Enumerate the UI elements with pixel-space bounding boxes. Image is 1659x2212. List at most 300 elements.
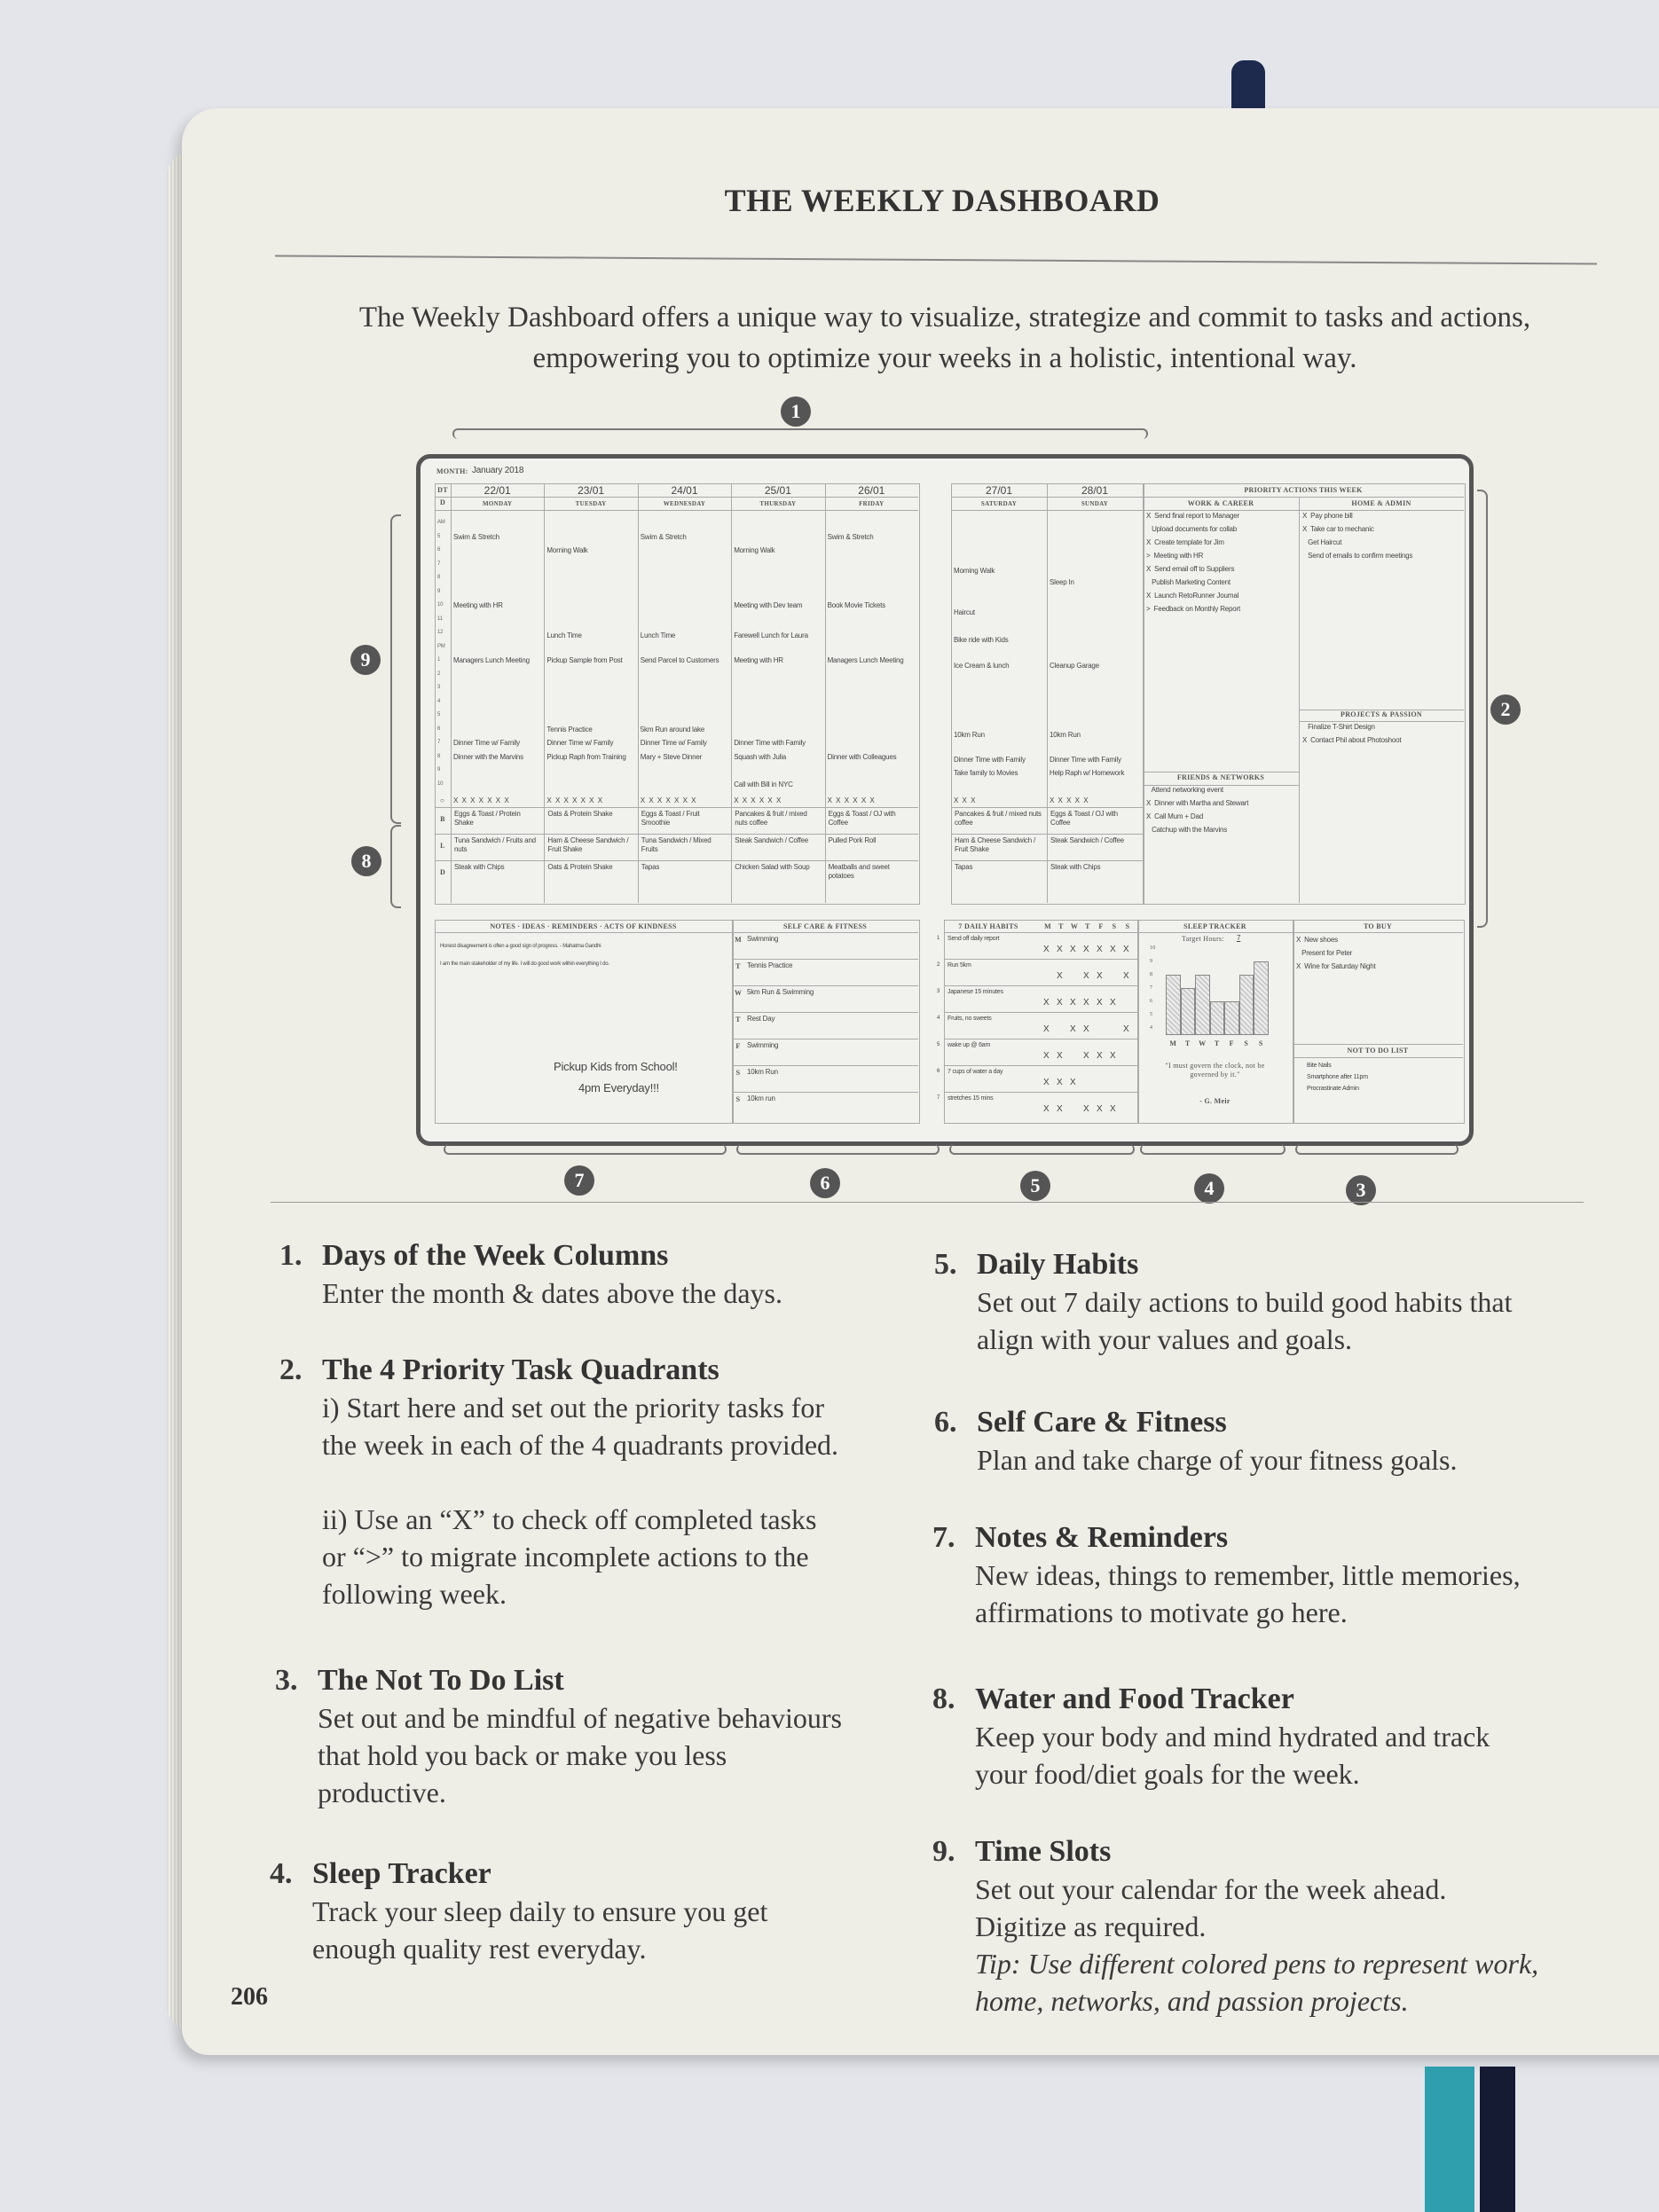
legend-item-number: 2. <box>279 1353 303 1386</box>
hour-label: 7 <box>437 561 441 567</box>
legend-item-text: Digitize as required. <box>975 1910 1207 1942</box>
time-slot-entry: Farewell Lunch for Laura <box>734 631 808 640</box>
sleep-y-tick: 7 <box>1150 985 1153 992</box>
hour-label: 4 <box>437 698 441 704</box>
hour-label: 8 <box>437 575 441 580</box>
nottodo-item: Bite Nails <box>1307 1063 1332 1069</box>
work-title: WORK & CAREER <box>1187 499 1254 507</box>
water-drop-icon: ○ <box>440 796 444 804</box>
meal-entry: Ham & Cheese Sandwich / Fruit Shake <box>547 836 629 853</box>
work-item: > Feedback on Monthly Report <box>1146 605 1241 613</box>
callout-number-3: 3 <box>1346 1175 1376 1205</box>
weekly-dashboard-illustration <box>416 454 1474 1146</box>
sleep-x-tick: F <box>1229 1039 1234 1047</box>
selfcare-day: T <box>735 1016 741 1024</box>
d-label: D <box>439 498 446 506</box>
legend-item-text: Enter the month & dates above the days. <box>322 1277 782 1309</box>
day-column-divider <box>1047 483 1048 903</box>
time-slot-entry: Dinner Time w/ Family <box>546 739 614 747</box>
time-slot-entry: Swim & Stretch <box>827 532 874 541</box>
habit-check-mark: X <box>1097 998 1103 1008</box>
habit-check-mark: X <box>1083 1024 1089 1034</box>
habit-check-mark: X <box>1083 945 1089 954</box>
callout-bracket <box>1295 1144 1459 1155</box>
habit-check-mark: X <box>1057 1104 1063 1114</box>
legend-item <box>932 1681 1490 1792</box>
time-slot-entry: Meeting with HR <box>453 601 503 609</box>
meal-entry: Tapas <box>955 863 973 871</box>
meal-label: L <box>440 842 445 850</box>
meal-entry: Steak Sandwich / Coffee <box>1050 836 1124 844</box>
sleep-x-tick: W <box>1199 1039 1207 1047</box>
meal-entry: Oats & Protein Shake <box>547 810 613 818</box>
time-slot-entry: Sleep In <box>1050 577 1074 586</box>
callout-number-5: 5 <box>1020 1171 1050 1201</box>
time-slot-entry: Dinner Time with Family <box>954 755 1026 764</box>
month-value: January 2018 <box>472 466 524 475</box>
selfcare-day: S <box>735 1095 741 1103</box>
legend-item-text: affirmations to motivate go here. <box>975 1596 1348 1628</box>
legend-item-heading: Self Care & Fitness <box>977 1406 1227 1439</box>
selfcare-day: T <box>735 962 741 970</box>
time-slot-entry: Dinner with Colleagues <box>827 752 897 761</box>
time-slot-entry: Dinner Time with Family <box>734 739 806 747</box>
hour-label: 8 <box>437 753 441 759</box>
meal-entry: Steak with Chips <box>1050 863 1101 871</box>
meal-entry: Steak with Chips <box>454 863 505 871</box>
habit-number: 7 <box>937 1095 940 1101</box>
selfcare-title: SELF CARE & FITNESS <box>782 922 868 930</box>
habit-day-letter: S <box>1112 922 1117 930</box>
meal-row-divider <box>951 860 1143 861</box>
sleep-quote: "I must govern the clock, not be governed by it." <box>1165 1062 1265 1079</box>
callout-number-6: 6 <box>810 1168 840 1198</box>
legend-item-text: your food/diet goals for the week. <box>975 1758 1360 1790</box>
meal-row-divider <box>435 807 918 808</box>
habits-title: 7 DAILY HABITS <box>958 922 1018 930</box>
habit-check-mark: X <box>1123 971 1129 981</box>
hour-label: 7 <box>437 740 441 745</box>
meal-entry: Eggs & Toast / Fruit Smoothie <box>641 810 700 827</box>
callout-number-4: 4 <box>1194 1173 1224 1204</box>
 <box>944 1065 1137 1066</box>
habit-check-mark: X <box>1097 1051 1103 1061</box>
header-divider <box>951 510 1143 511</box>
hour-label: 5 <box>437 712 441 718</box>
day-column-divider <box>544 483 545 903</box>
 <box>944 1012 1137 1013</box>
hour-label: 6 <box>437 547 441 553</box>
 <box>732 1092 918 1093</box>
bookmark-ribbon-teal <box>1425 2067 1474 2212</box>
habit-check-mark: X <box>1110 998 1116 1008</box>
 <box>944 1092 1137 1093</box>
habit-check-mark: X <box>1057 1078 1063 1087</box>
selfcare-day: F <box>735 1042 741 1050</box>
selfcare-activity: 10km Run <box>747 1068 778 1076</box>
habit-day-letter: W <box>1070 922 1079 930</box>
day-column-divider <box>825 483 826 903</box>
habit-name: Fruits, no sweets <box>947 1016 992 1022</box>
time-slot-entry: Take family to Movies <box>954 769 1018 778</box>
habit-number: 5 <box>937 1042 940 1047</box>
projects-item: X Contact Phil about Photoshoot <box>1302 736 1402 744</box>
 <box>732 1012 918 1013</box>
habit-number: 4 <box>937 1016 940 1021</box>
habit-check-mark: X <box>1057 998 1063 1008</box>
legend-item-heading: Notes & Reminders <box>975 1521 1229 1554</box>
meal-label: B <box>440 815 445 823</box>
hour-label: 9 <box>437 588 441 594</box>
habit-name: wake up @ 6am <box>947 1042 991 1048</box>
habit-check-mark: X <box>1123 1024 1129 1034</box>
time-slot-entry: Lunch Time <box>546 631 582 640</box>
habit-number: 3 <box>937 989 940 994</box>
work-item: Upload documents for collab <box>1146 525 1238 533</box>
 <box>732 959 918 960</box>
selfcare-activity: Swimming <box>747 935 779 943</box>
meal-entry: Ham & Cheese Sandwich / Fruit Shake <box>955 836 1036 853</box>
intro-text: The Weekly Dashboard offers a unique way to visualize, strategize and commit to tasks and actions, empowering you to optimize your weeks in a holistic, intentional way. <box>358 302 1531 374</box>
time-slot-entry: Call with Bill in NYC <box>734 780 793 788</box>
sleep-y-tick: 5 <box>1150 1012 1153 1018</box>
work-item: Publish Marketing Content <box>1146 578 1230 586</box>
meal-entry: Tapas <box>641 863 660 871</box>
habit-name: 7 cups of water a day <box>947 1069 1003 1075</box>
legend-item-number: 5. <box>934 1248 957 1281</box>
habit-name: Run 5km <box>947 962 971 969</box>
hour-label: 12 <box>437 630 444 635</box>
dt-label: DT <box>437 486 448 494</box>
habit-day-letter: T <box>1058 922 1064 930</box>
friends-item: X Dinner with Martha and Stewart <box>1146 799 1249 807</box>
 <box>1293 1057 1463 1058</box>
habit-check-mark: X <box>1110 1104 1116 1114</box>
habit-day-letter: M <box>1044 922 1051 930</box>
day-name: SUNDAY <box>1081 500 1109 507</box>
time-slot-entry: Swim & Stretch <box>640 532 687 541</box>
legend-item-number: 6. <box>934 1406 957 1439</box>
meal-row-divider <box>435 834 918 835</box>
sleep-y-tick: 8 <box>1150 972 1153 978</box>
meal-entry: Eggs & Toast / OJ with Coffee <box>1050 810 1118 827</box>
time-slot-entry: Morning Walk <box>546 546 588 554</box>
legend-item-text: Keep your body and mind hydrated and track <box>975 1721 1490 1753</box>
legend-item <box>934 1404 1458 1479</box>
water-tracker: X X X X X X X <box>453 796 510 804</box>
callout-bracket <box>390 514 401 824</box>
legend-item-text: the week in each of the 4 quadrants provided. <box>322 1429 839 1461</box>
day-name: THURSDAY <box>759 500 797 507</box>
habit-number: 6 <box>937 1069 940 1074</box>
legend-item-tip: home, networks, and passion projects. <box>975 1985 1409 2017</box>
page-number: 206 <box>231 1983 268 2011</box>
habit-check-mark: X <box>1083 1051 1089 1061</box>
day-column-divider <box>451 483 452 903</box>
time-slot-entry: Dinner Time w/ Family <box>453 739 520 747</box>
time-slot-entry: Dinner with the Marvins <box>453 752 523 761</box>
legend-item-text: Set out and be mindful of negative behaviours <box>318 1702 842 1734</box>
sleep-x-tick: T <box>1214 1039 1220 1047</box>
day-name: FRIDAY <box>859 500 885 507</box>
legend-item-text: Plan and take charge of your fitness goals. <box>977 1444 1458 1476</box>
friends-item: Catchup with the Marvins <box>1146 826 1228 834</box>
callout-bracket <box>452 428 1148 439</box>
legend-item-text: align with your values and goals. <box>977 1323 1353 1355</box>
time-slot-entry: Meeting with Dev team <box>734 601 803 609</box>
meal-row-divider <box>951 834 1143 835</box>
legend-item <box>934 1246 1513 1358</box>
work-item: > Meeting with HR <box>1146 552 1204 560</box>
sleep-bar <box>1224 1001 1239 1035</box>
time-slot-entry: Swim & Stretch <box>453 532 499 541</box>
hour-label: 9 <box>437 767 441 773</box>
selfcare-activity: 10km run <box>747 1094 775 1102</box>
time-slot-entry: Lunch Time <box>640 631 676 640</box>
hour-label: 2 <box>437 671 441 677</box>
water-tracker: X X X X X X <box>827 796 876 804</box>
time-slot-entry: Haircut <box>954 608 975 616</box>
day-date: 23/01 <box>578 484 605 497</box>
 <box>1143 497 1464 498</box>
home-item: Send of emails to confirm meetings <box>1302 552 1413 560</box>
sleep-bar <box>1166 975 1181 1035</box>
 <box>1137 932 1293 933</box>
legend-item-heading: Sleep Tracker <box>312 1857 491 1890</box>
time-slot-entry: Tennis Practice <box>546 725 593 733</box>
home-item: X Take car to mechanic <box>1302 525 1374 533</box>
time-slot-entry: Ice Cream & lunch <box>954 662 1010 671</box>
selfcare-activity: Rest Day <box>747 1015 775 1023</box>
hour-label: 6 <box>437 726 441 732</box>
 <box>944 959 1137 960</box>
home-title: HOME & ADMIN <box>1351 499 1411 507</box>
legend-item-heading: Days of the Week Columns <box>322 1239 669 1272</box>
legend-item-heading: Time Slots <box>975 1835 1112 1868</box>
legend-item-text: New ideas, things to remember, little memories, <box>975 1559 1521 1591</box>
time-slot-entry: Morning Walk <box>734 546 775 554</box>
projects-item: Finalize T-Shirt Design <box>1302 723 1375 731</box>
habit-check-mark: X <box>1070 945 1076 954</box>
water-tracker: X X X X X X X <box>640 796 697 804</box>
hour-label: 5 <box>437 533 441 539</box>
water-tracker: X X X X X X X <box>546 796 604 804</box>
hour-label: 10 <box>437 602 444 608</box>
 <box>732 1065 918 1066</box>
month-label: MONTH: <box>436 467 468 475</box>
note-line: Honest disagreement is often a good sign of progress. - Mahatma Gandhi <box>440 944 601 949</box>
legend-item-tip: Tip: Use different colored pens to represent work, <box>975 1948 1539 1980</box>
friends-item: Attend networking event <box>1146 786 1223 794</box>
time-slot-entry: Pickup Raph from Training <box>546 752 626 761</box>
 <box>1293 1044 1463 1045</box>
sleep-y-tick: 4 <box>1150 1025 1153 1031</box>
hour-label: PM <box>437 643 445 649</box>
legend-item-number: 8. <box>932 1683 955 1715</box>
habit-number: 1 <box>937 936 940 941</box>
time-slot-entry: Pickup Sample from Post <box>546 656 623 664</box>
tobuy-title: TO BUY <box>1363 922 1393 930</box>
time-slot-entry: Book Movie Tickets <box>827 601 885 609</box>
habit-day-letter: S <box>1125 922 1130 930</box>
day-date: 24/01 <box>671 484 698 497</box>
note-handwritten: Pickup Kids from School! <box>554 1060 678 1073</box>
hour-label: AM <box>437 520 445 525</box>
header-divider <box>951 497 1143 498</box>
 <box>1299 721 1464 722</box>
legend-item-text: Set out 7 daily actions to build good habits that <box>977 1286 1513 1318</box>
habit-check-mark: X <box>1070 1078 1076 1087</box>
legend-item-text: that hold you back or make you less <box>318 1739 727 1771</box>
selfcare-activity: 5km Run & Swimming <box>747 988 814 996</box>
legend-item-number: 4. <box>270 1857 293 1890</box>
note-handwritten: 4pm Everyday!!! <box>578 1081 659 1094</box>
meal-label: D <box>439 868 446 876</box>
habit-check-mark: X <box>1083 971 1089 981</box>
legend-item-text: following week. <box>322 1578 507 1610</box>
legend-item-heading: Daily Habits <box>977 1248 1139 1281</box>
legend-item-text: productive. <box>318 1777 446 1808</box>
sleep-bar <box>1210 1001 1225 1035</box>
 <box>1143 772 1299 773</box>
sleep-y-tick: 9 <box>1150 959 1153 965</box>
day-name: SATURDAY <box>980 500 1018 507</box>
selfcare-day: W <box>735 989 743 997</box>
legend-item-number: 7. <box>932 1521 955 1554</box>
bookmark-ribbon <box>1231 60 1265 110</box>
habit-check-mark: X <box>1097 945 1103 954</box>
day-date: 22/01 <box>484 484 511 497</box>
habit-check-mark: X <box>1083 998 1089 1008</box>
meal-entry: Pancakes & fruit / mixed nuts coffee <box>735 810 807 827</box>
habit-check-mark: X <box>1070 998 1076 1008</box>
habit-day-letter: T <box>1085 922 1090 930</box>
habit-check-mark: X <box>1083 1104 1089 1114</box>
meal-row-divider <box>951 807 1143 808</box>
selfcare-activity: Swimming <box>747 1041 779 1049</box>
 <box>732 932 918 933</box>
nottodo-title: NOT TO DO LIST <box>1347 1047 1409 1055</box>
meal-row-divider <box>435 860 918 861</box>
sleep-x-tick: S <box>1258 1039 1263 1047</box>
sleep-x-tick: S <box>1244 1039 1249 1047</box>
selfcare-day: M <box>735 936 742 944</box>
habit-check-mark: X <box>1123 945 1129 954</box>
sleep-quote-author: - G. Meir <box>1199 1097 1230 1105</box>
sleep-title: SLEEP TRACKER <box>1183 922 1246 930</box>
meal-entry: Pancakes & fruit / mixed nuts coffee <box>955 810 1042 827</box>
legend-item <box>270 1855 768 1967</box>
work-item: X Launch RetoRunner Journal <box>1146 592 1239 600</box>
nottodo-item: Smartphone after 11pm <box>1307 1074 1368 1080</box>
 <box>1143 510 1464 511</box>
callout-bracket <box>736 1144 940 1155</box>
time-slot-entry: Send Parcel to Customers <box>640 656 719 664</box>
legend-item-text: or “>” to migrate incomplete actions to the <box>322 1541 809 1573</box>
home-item: X Pay phone bill <box>1302 512 1353 520</box>
time-slot-entry: Meeting with HR <box>734 656 783 664</box>
habit-day-letter: F <box>1098 922 1104 930</box>
notes-title: NOTES · IDEAS · REMINDERS · ACTS OF KINDNESS <box>490 922 677 930</box>
habit-check-mark: X <box>1110 1051 1116 1061</box>
day-date: 27/01 <box>985 484 1013 497</box>
friends-item: X Call Mum + Dad <box>1146 812 1203 820</box>
note-line: I am the main stakeholder of my life. I will do good work within everything I do. <box>440 961 609 967</box>
habit-name: Japanese 15 minutes <box>947 989 1003 995</box>
legend-item-text: i) Start here and set out the priority tasks for <box>322 1392 825 1424</box>
sleep-x-tick: M <box>1169 1039 1177 1047</box>
home-item: Get Haircut <box>1302 538 1342 546</box>
time-slot-entry: 5km Run around lake <box>640 725 705 733</box>
meal-entry: Chicken Salad with Soup <box>735 863 810 871</box>
legend-item-heading: The 4 Priority Task Quadrants <box>322 1353 719 1386</box>
 <box>1299 497 1300 903</box>
 <box>435 932 732 933</box>
meal-entry: Tuna Sandwich / Mixed Fruits <box>641 836 712 853</box>
time-slot-entry: Cleanup Garage <box>1050 662 1099 671</box>
hour-label: 11 <box>437 616 443 622</box>
 <box>944 932 1137 933</box>
meal-entry: Pulled Pork Roll <box>828 836 877 844</box>
legend-item-text <box>322 1463 838 1501</box>
time-slot-entry: Bike ride with Kids <box>954 635 1009 644</box>
sleep-y-tick: 6 <box>1150 999 1153 1005</box>
sleep-bar <box>1254 961 1269 1035</box>
sleep-target-label: Target Hours: <box>1182 935 1224 943</box>
legend-item <box>275 1662 842 1811</box>
 <box>732 985 918 986</box>
header-divider <box>435 510 918 511</box>
meal-entry: Oats & Protein Shake <box>547 863 613 871</box>
meal-entry: Meatballs and sweet potatoes <box>828 863 890 880</box>
habit-check-mark: X <box>1057 1051 1063 1061</box>
legend-item <box>279 1352 839 1612</box>
water-tracker: X X X X X <box>1050 796 1089 804</box>
callout-bracket <box>949 1144 1135 1155</box>
sleep-bar <box>1239 975 1254 1035</box>
legend-item-text: enough quality rest everyday. <box>312 1933 647 1965</box>
time-slot-entry: Dinner Time w/ Family <box>640 739 707 747</box>
habit-check-mark: X <box>1043 1051 1050 1061</box>
callout-number-8: 8 <box>351 846 381 876</box>
day-date: 25/01 <box>764 484 791 497</box>
day-date: 28/01 <box>1081 484 1109 497</box>
legend-item-heading: The Not To Do List <box>318 1664 564 1697</box>
tobuy-item: X New shoes <box>1296 936 1338 944</box>
day-name: TUESDAY <box>575 500 607 507</box>
time-slot-entry: Morning Walk <box>954 567 995 576</box>
callout-bracket <box>1140 1144 1286 1155</box>
callout-bracket <box>444 1144 727 1155</box>
work-item: X Create template for Jim <box>1146 538 1224 546</box>
day-name: MONDAY <box>482 500 513 507</box>
friends-title: FRIENDS & NETWORKS <box>1176 773 1265 781</box>
habit-check-mark: X <box>1097 1104 1103 1114</box>
sleep-bar <box>1181 988 1196 1035</box>
sleep-bar <box>1195 975 1210 1035</box>
priority-title: PRIORITY ACTIONS THIS WEEK <box>1244 486 1363 494</box>
legend-item-text: ii) Use an “X” to check off completed tasks <box>322 1503 817 1535</box>
callout-number-9: 9 <box>350 645 381 675</box>
time-slot-entry: 10km Run <box>954 730 985 739</box>
habit-name: Send off daily report <box>947 936 1000 942</box>
selfcare-day: S <box>735 1069 741 1077</box>
time-slot-entry: Dinner Time with Family <box>1050 755 1121 764</box>
callout-number-2: 2 <box>1490 694 1521 725</box>
callout-number-1: 1 <box>781 396 811 427</box>
selfcare-activity: Tennis Practice <box>747 961 793 969</box>
habit-check-mark: X <box>1070 1024 1076 1034</box>
